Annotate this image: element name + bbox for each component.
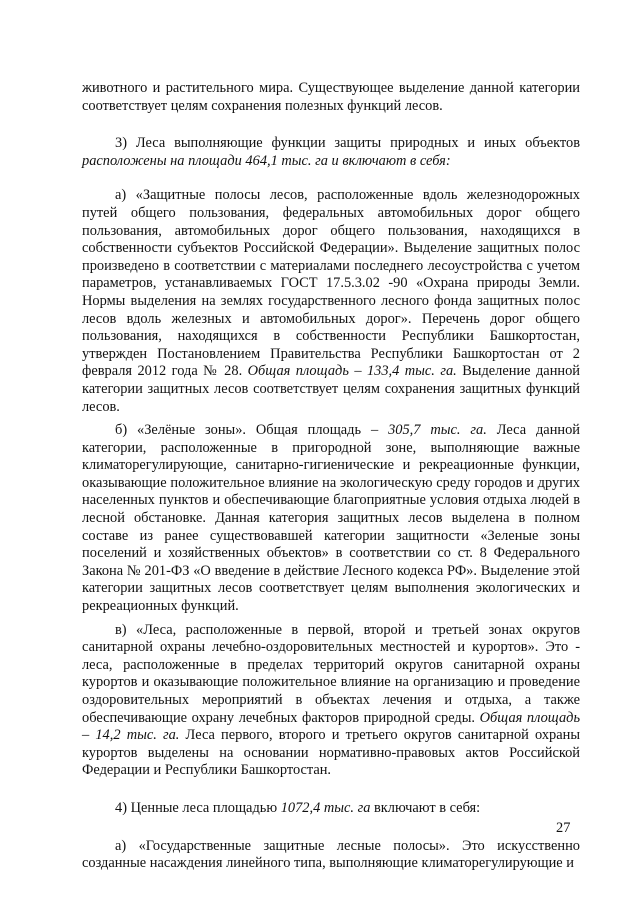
text-run: включают в себя: xyxy=(370,799,481,816)
paragraph-item-3 xyxy=(82,135,580,170)
page-number: 27 xyxy=(556,820,571,836)
italic-run: Общая площадь – 14,2 тыс. га. xyxy=(82,709,581,744)
text-run: Выделение данной категории защитных лесов соответствует целям сохранения защитных функций лесов. xyxy=(82,363,580,415)
text-run: 4) Ценные леса площадью xyxy=(115,799,281,816)
paragraph-continuation xyxy=(82,80,580,115)
page-body xyxy=(82,80,580,873)
paragraph-item-3a xyxy=(82,187,580,416)
paragraph-item-3v xyxy=(82,622,580,780)
paragraph-item-4 xyxy=(82,800,580,818)
text-run: животного и растительного мира. Существующее выделение данной категории соответствует целям сохранения полезных функций лесов. xyxy=(82,80,580,114)
italic-run: Общая площадь – 133,4 тыс. га. xyxy=(247,363,457,380)
text-run: 3) Леса выполняющие функции защиты природных и иных объектов xyxy=(115,135,580,152)
text-run: в) «Леса, расположенные в первой, второй и третьей зонах округов санитарной охраны лечебно-оздоровительных местностей и курортов». Это - леса, расположенные в пределах территорий округов санитарной охраны курортов и оказывающие положительное влияние на организацию и проведение оздоровительных мероприятий в объектах лечения и отдыха, а также обеспечивающие охрану лечебных факторов природной среды. xyxy=(82,621,580,726)
text-run: Леса первого, второго и третьего округов санитарной охраны курортов выделены на основании нормативно-правовых актов Российской Федерации и Республики Башкортостан. xyxy=(82,727,580,779)
text-run: а) «Защитные полосы лесов, расположенные вдоль железнодорожных путей общего пользования, федеральных автомобильных дорог общего пользования, автомобильных дорог общего пользования, находящихся в собственности субъектов Российской Федерации». Выделение защитных полос произведено в соответствии с материалами последнего лесоустройства с учетом параметров, устанавливаемых ГОСТ 17.5.3.02 -90 «Охрана природы Земли. Нормы выделения на землях государственного лесного фонда защитных полос лесов вдоль железных и автомобильных дорог». Перечень дорог общего пользования, находящихся в собственности Республики Башкортостан, утвержден Постановлением Правительства Республики Башкортостан от 2 февраля 2012 года № 28. xyxy=(82,187,580,380)
text-run: б) «Зелёные зоны». Общая площадь – xyxy=(115,422,389,439)
italic-run: 1072,4 тыс. га xyxy=(280,799,371,816)
paragraph-item-4a xyxy=(82,838,580,873)
text-run: Леса данной категории, расположенные в пригородной зоне, выполняющие важные климаторегулирующие, санитарно-гигиенические и рекреационные функции, оказывающие положительное влияние на экологическую среду городов и других населенных пунктов и обеспечивающие благоприятные условия отдыха людей в лесной обстановке. Данная категория защитных лесов выделена в полном составе из ранее существовавшей категории защитности «Зеленые зоны поселений и хозяйственных объектов» в соответствии со ст. 8 Федерального Закона № 201-ФЗ «О введение в действие Лесного кодекса РФ». Выделение этой категории защитных лесов соответствует целям выполнения экологических и рекреационных функций. xyxy=(82,422,580,615)
paragraph-item-3b xyxy=(82,422,580,616)
italic-run: расположены на площади 464,1 тыс. га и включают в себя: xyxy=(82,152,451,169)
italic-run: 305,7 тыс. га. xyxy=(388,422,487,439)
text-run: а) «Государственные защитные лесные полосы». Это искусственно созданные насаждения линейного типа, выполняющие климаторегулирующие и xyxy=(82,837,580,872)
